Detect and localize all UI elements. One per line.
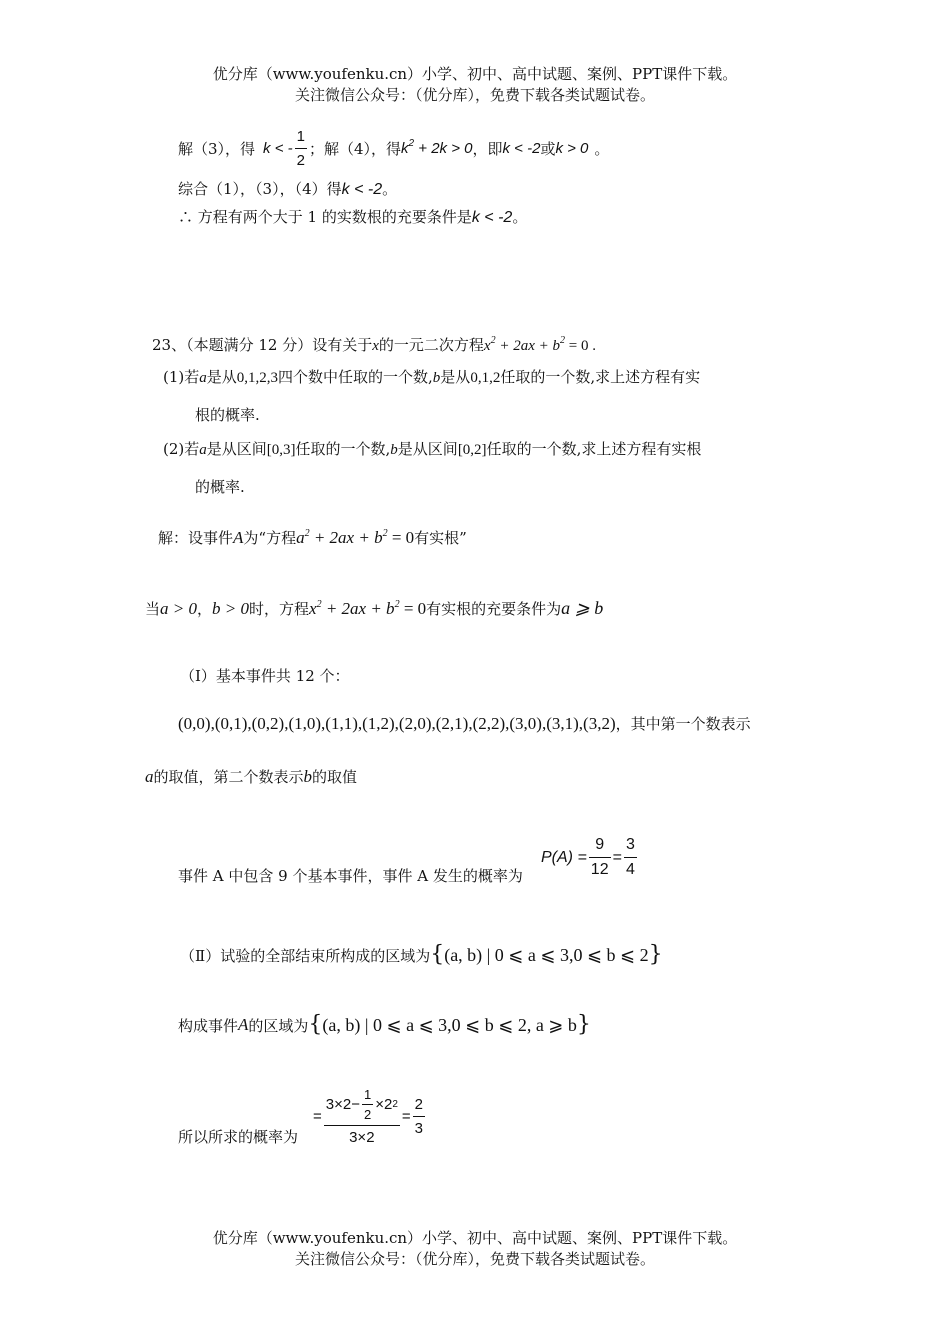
right-brace: }: [648, 942, 663, 967]
header-line-1: 优分库（www.youfenku.cn）小学、初中、高中试题、案例、PPT课件下载。: [212, 65, 738, 83]
sol-part2-text: （Ⅱ）试验的全部结束所构成的区域为: [180, 946, 431, 965]
eq-sup-2: 2: [394, 599, 400, 610]
sol-line-7: [178, 1014, 591, 1036]
sol-l4-text-1: 的取值，第二个数表示: [153, 768, 304, 786]
q23-title-text-1: 23、（本题满分 12 分）设有关于: [152, 336, 373, 354]
eq-sup-2: 2: [382, 528, 388, 539]
q23-p2-text-5: 任取的一个数,求上述方程有实根: [486, 440, 702, 458]
prev-l3-text-2: 。: [512, 208, 528, 226]
fraction-denominator: 3: [414, 1120, 423, 1137]
prev-l1-text-2: ；解（4），得: [308, 140, 402, 158]
sol-l5-equals: =: [612, 848, 622, 866]
eq-x: x: [483, 338, 491, 354]
main-fraction-numerator: 3×2− $\frac{1}{2}$ ×2 2: [325, 1087, 398, 1122]
fraction-bar: [589, 857, 611, 858]
inner-fraction: [362, 1087, 373, 1122]
sol-l2-math-2: b > 0: [212, 599, 249, 618]
sol-l1-text-1: 解：设事件: [158, 529, 234, 547]
sol-l8-result-fraction: [413, 1096, 425, 1137]
left-brace: {: [308, 1012, 323, 1037]
sol-line-5-text: 事件 A 中包含 9 个基本事件，事件 A 发生的概率为: [178, 867, 523, 885]
numerator-part-a: 3×2−: [325, 1096, 360, 1113]
math-var: k: [401, 140, 409, 157]
sol-line-5-formula: [541, 836, 639, 879]
q23-p1-text-2: 是从: [206, 368, 237, 386]
sol-line-4: [145, 768, 357, 785]
prev-l3-math: k < -2: [471, 209, 513, 226]
q23-part1: [163, 370, 700, 386]
q23-p1-text-1: (1)若: [163, 368, 200, 386]
sol-l1-text-3: 有实根”: [414, 529, 467, 547]
sol-l2-text-3: 时，方程: [249, 600, 310, 618]
sol-l2-equation: [309, 599, 426, 618]
prev-l1-math-3: k < -2: [502, 140, 541, 157]
sol-l1-var-A: A: [233, 528, 244, 547]
q23-part1-cont: 根的概率.: [195, 406, 260, 424]
q23-p2-text-4: 是从区间: [397, 440, 458, 458]
eq-mid: + 2ax + b: [325, 599, 395, 618]
q23-p2-interval-a: [0,3]: [266, 442, 296, 458]
sol-l2-text-2: ，: [197, 600, 213, 618]
q23-p2-text-3: 任取的一个数,: [295, 440, 391, 458]
q23-equation: [483, 335, 596, 354]
q23-title-text-2: 的一元二次方程: [378, 336, 484, 354]
prev-l2-text-2: 。: [382, 180, 398, 198]
q23-p1-text-3: 四个数中任取的一个数,: [278, 368, 433, 386]
fraction-denominator: 2: [296, 152, 305, 169]
fraction-numerator: 3: [625, 836, 635, 853]
eq-sup-1: 2: [316, 599, 322, 610]
sol-line-8-formula: [313, 1087, 427, 1146]
sol-l5-pa: P(A) =: [541, 848, 587, 866]
footer-line-1: 优分库（www.youfenku.cn）小学、初中、高中试题、案例、PPT课件下载。: [212, 1229, 738, 1247]
eq-mid: + 2ax + b: [499, 338, 560, 354]
prev-l1-math-4: k > 0: [555, 140, 589, 157]
fraction-numerator: 2: [414, 1096, 423, 1113]
math-rest: + 2k > 0: [418, 140, 473, 157]
eq-end: = 0 .: [568, 338, 596, 354]
eq-end: = 0: [391, 528, 415, 547]
sol-l7-var-A: A: [238, 1015, 249, 1034]
fraction-bar: [324, 1125, 400, 1126]
q23-p1-set-b: 0,1,2: [470, 370, 501, 386]
eq-sup-2: 2: [559, 335, 565, 346]
sol-part2-line: [180, 944, 663, 966]
sol-l5-fraction-1: [589, 836, 611, 879]
q23-p2-var-a: a: [199, 442, 207, 458]
fraction-numerator: 1: [296, 128, 305, 145]
fraction-denominator: 3×2: [349, 1129, 375, 1146]
sol-l2-text-4: 有实根的充要条件为: [426, 600, 562, 618]
sol-l4-var-b: b: [303, 767, 313, 786]
math-sup: 2: [408, 138, 415, 149]
sol-l2-math-1: a > 0: [160, 599, 197, 618]
right-brace: }: [576, 1012, 591, 1037]
sol-l8-equals-1: =: [313, 1108, 322, 1125]
left-brace: {: [430, 942, 445, 967]
fraction-denominator: 12: [590, 861, 609, 878]
fraction-numerator: 9: [595, 836, 605, 853]
sol-l4-var-a: a: [145, 767, 154, 786]
prev-l1-text-1: 解（3），得: [178, 140, 256, 158]
sol-l5-fraction-2: [624, 836, 637, 879]
sol-l7-text-1: 构成事件: [178, 1016, 239, 1035]
sol-l2-text-1: 当: [145, 600, 161, 618]
prev-line-1: [178, 128, 609, 169]
sol-l1-text-2: 为“方程: [243, 529, 297, 547]
prev-l2-text-1: 综合（1），（3），（4）得: [178, 180, 342, 198]
prev-l1-math-2: [401, 140, 472, 157]
prev-l3-text-1: ∴ 方程有两个大于 1 的实数根的充要条件是: [178, 208, 472, 226]
eq-sup-1: 2: [304, 528, 310, 539]
q23-part2-cont: 的概率.: [195, 478, 245, 496]
sol-l4-text-2: 的取值: [312, 768, 358, 786]
prev-l1-math-1: k < -: [263, 140, 293, 157]
sol-events-tail: ，其中第一个数表示: [615, 715, 751, 733]
prev-l1-text-4: 或: [540, 140, 556, 158]
prev-l1-text-5: 。: [594, 140, 610, 158]
q23-part2: [163, 442, 701, 458]
sol-l8-equals-2: =: [401, 1108, 411, 1125]
sol-events-list: (0,0),(0,1),(0,2),(1,0),(1,1),(1,2),(2,0),(2,1),(2,2),(3,0),(3,1),(3,2): [178, 714, 616, 733]
header-line-2: 关注微信公众号：（优分库），免费下载各类试题试卷。: [294, 86, 655, 104]
prev-line-3: [178, 210, 527, 226]
q23-p2-interval-b: [0,2]: [457, 442, 487, 458]
prev-l1-text-3: ，即: [472, 140, 503, 158]
fraction-bar: [362, 1104, 373, 1105]
q23-p2-var-b: b: [390, 442, 398, 458]
numerator-part-b: ×2: [375, 1096, 393, 1113]
eq-sup-1: 2: [490, 335, 496, 346]
q23-p1-text-4: 是从: [440, 368, 471, 386]
q23-var-x: x: [372, 338, 379, 354]
fraction-denominator: 2: [363, 1107, 372, 1122]
footer-line-2: 关注微信公众号：（优分库），免费下载各类试题试卷。: [294, 1250, 655, 1268]
eq-end: = 0: [403, 599, 427, 618]
sol-part1-heading: （Ⅰ）基本事件共 12 个：: [180, 667, 350, 685]
sol-l8-main-fraction: [324, 1087, 400, 1146]
sol-part2-region: (a, b) | 0 ⩽ a ⩽ 3,0 ⩽ b ⩽ 2: [444, 944, 649, 965]
fraction-bar: [413, 1116, 425, 1117]
q23-p1-text-5: 任取的一个数,求上述方程有实: [500, 368, 701, 386]
fraction-denominator: 4: [625, 861, 635, 878]
eq-x: x: [309, 599, 317, 618]
fraction-numerator: 1: [363, 1087, 372, 1102]
sol-events-line: [178, 715, 751, 732]
eq-a: a: [296, 528, 305, 547]
sol-l7-text-2: 的区域为: [248, 1016, 309, 1035]
sol-line-8-text: 所以所求的概率为: [178, 1128, 299, 1146]
sol-line-1: [158, 529, 467, 546]
prev-line-2: [178, 182, 397, 198]
q23-p2-text-2: 是从区间: [206, 440, 267, 458]
q23-p1-var-b: b: [432, 370, 441, 386]
q23-p1-set-a: 0,1,2,3: [236, 370, 279, 386]
eq-mid: + 2ax + b: [313, 528, 383, 547]
fraction-bar: [624, 857, 637, 858]
q23-title: [152, 335, 596, 354]
sol-l1-equation: [296, 528, 414, 547]
q23-p1-var-a: a: [199, 370, 207, 386]
sol-l2-math-6: a ⩾ b: [561, 598, 604, 618]
prev-l2-math: k < -2: [341, 181, 383, 198]
fraction-bar: [295, 148, 307, 149]
q23-p2-text-1: (2)若: [163, 440, 200, 458]
sol-line-2: [145, 599, 603, 617]
sol-l7-region: (a, b) | 0 ⩽ a ⩽ 3,0 ⩽ b ⩽ 2, a ⩾ b: [322, 1014, 577, 1035]
prev-l1-fraction: [295, 128, 307, 169]
